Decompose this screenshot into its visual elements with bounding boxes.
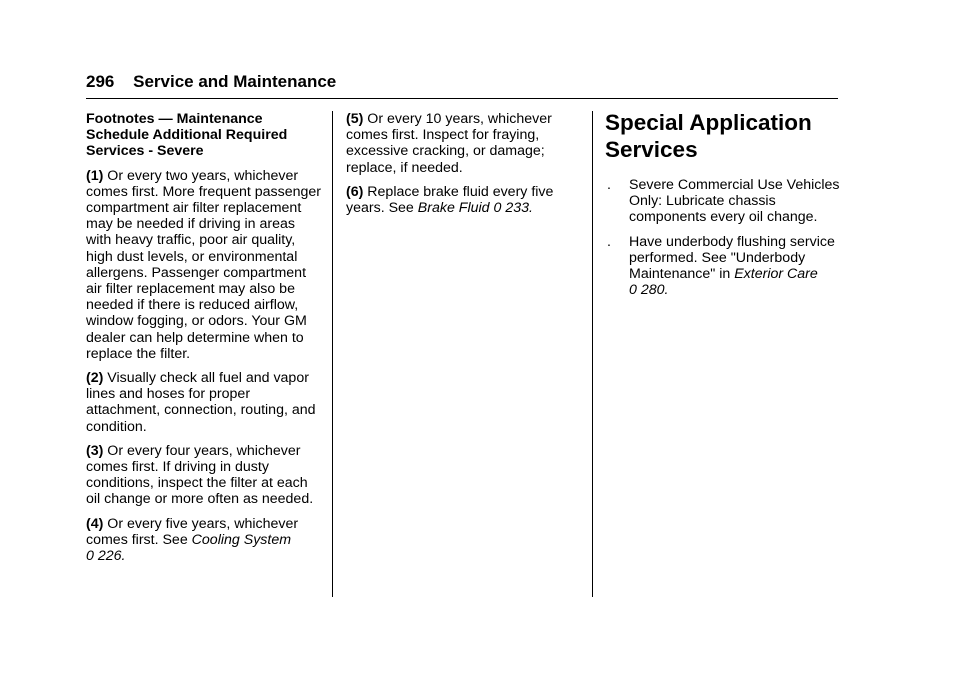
footnote-text: Or every two years, whichever comes first. More frequent passenger compartment air filter replacement may be needed if driving in areas with heavy traffic, poor air quality, high dust levels, or environmental allergens. Passenger compartment air filter replacement may also be needed if there is reduced airflow, window fogging, or odors. Your GM dealer can help determine when to replace the filter. bbox=[86, 167, 321, 362]
header-rule bbox=[86, 98, 838, 99]
page-ref-icon: 0 bbox=[629, 282, 637, 299]
page-reference[interactable]: 0 233. bbox=[493, 200, 533, 217]
bullet-text: Have underbody flushing service performed. See "Underbody Maintenance" in bbox=[629, 233, 835, 283]
bullet-item bbox=[605, 234, 841, 299]
footnote-6 bbox=[346, 184, 578, 216]
column-divider-2 bbox=[592, 111, 593, 597]
footnote-4 bbox=[86, 516, 322, 565]
footnote-label: (6) bbox=[346, 183, 364, 200]
footnote-text: Or every four years, whichever comes first. If driving in dusty conditions, inspect the filter at each oil change or more often as needed. bbox=[86, 442, 314, 508]
brake-fluid-link[interactable]: Brake Fluid bbox=[417, 200, 490, 217]
footnotes-title: Footnotes — Maintenance Schedule Additional Required Services - Severe bbox=[86, 111, 288, 160]
page-reference[interactable]: 0 226. bbox=[86, 548, 126, 565]
footnote-1 bbox=[86, 168, 322, 362]
column-2 bbox=[346, 111, 578, 224]
footnote-label: (3) bbox=[86, 442, 104, 459]
footnote-label: (4) bbox=[86, 515, 104, 532]
footnote-label: (5) bbox=[346, 111, 364, 127]
footnote-label: (2) bbox=[86, 370, 104, 387]
bullet-marker: . bbox=[607, 233, 611, 250]
footnote-text: Or every 10 years, whichever comes first. Inspect for fraying, excessive cracking, or damage; replace, if needed. bbox=[346, 111, 552, 176]
footnote-2 bbox=[86, 370, 322, 435]
bullet-marker: . bbox=[607, 177, 611, 193]
section-title: Service and Maintenance bbox=[133, 72, 337, 91]
footnote-text: Replace brake fluid every five years. See bbox=[346, 183, 554, 217]
footnote-text: Or every five years, whichever comes first. See bbox=[86, 515, 299, 548]
page-reference[interactable]: 0 280. bbox=[629, 282, 669, 299]
page-header bbox=[86, 72, 336, 92]
footnote-text: Visually check all fuel and vapor lines and hoses for proper attachment, connection, routing, and condition. bbox=[86, 370, 316, 435]
cooling-system-link[interactable]: Cooling System bbox=[191, 531, 292, 548]
page-number: 296 bbox=[86, 72, 115, 91]
column-3 bbox=[605, 111, 841, 306]
page-ref-icon: 0 bbox=[86, 548, 94, 565]
exterior-care-link[interactable]: Exterior Care bbox=[734, 266, 818, 283]
bullet-item bbox=[605, 177, 841, 226]
footnote-5 bbox=[346, 111, 578, 176]
special-application-title: Special Application Services bbox=[605, 110, 812, 162]
page-ref-icon: 0 bbox=[493, 200, 502, 217]
footnote-label: (1) bbox=[86, 167, 104, 184]
column-1 bbox=[86, 111, 322, 572]
footnote-3 bbox=[86, 443, 322, 508]
column-divider-1 bbox=[332, 111, 333, 597]
bullet-text: Severe Commercial Use Vehicles Only: Lubricate chassis components every oil change. bbox=[629, 177, 840, 226]
